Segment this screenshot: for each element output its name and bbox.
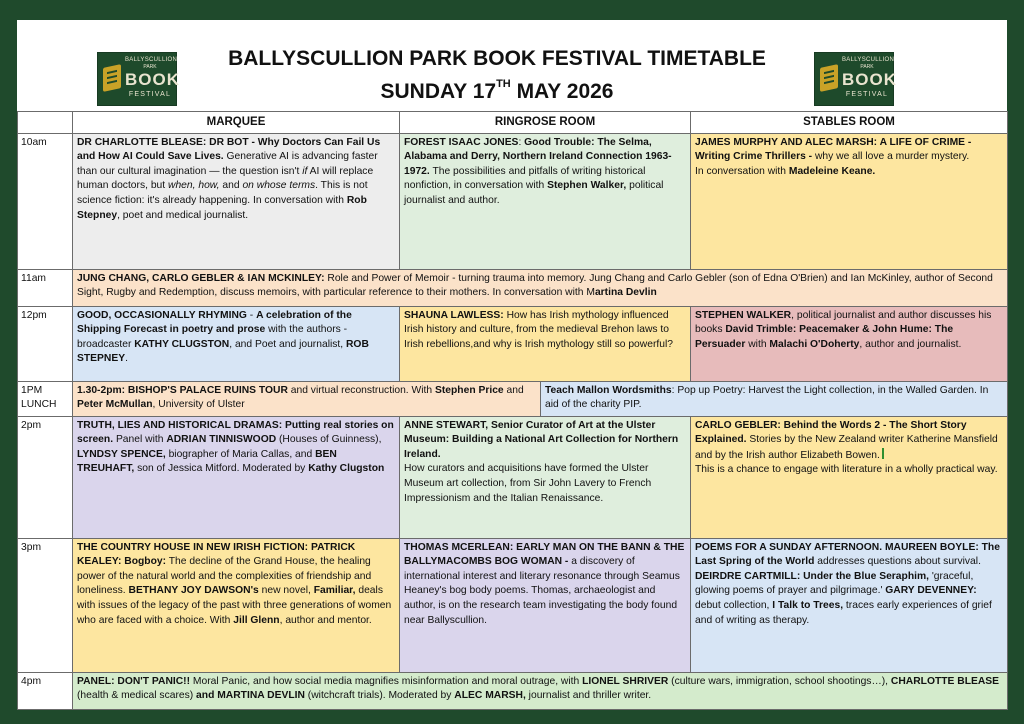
logo-text: FESTIVAL (128, 91, 172, 98)
logo-text: BOOK (125, 70, 180, 89)
timetable-sheet (17, 20, 1007, 705)
time-label: 12pm (18, 306, 73, 381)
festival-logo-left (97, 52, 180, 106)
session-cell: SHAUNA LAWLESS: How has Irish mythology influenced Irish history and culture, from the medieval Brehon laws to Irish rebellions,and why is Irish mythology still so powerful? (400, 306, 691, 381)
book-icon (820, 64, 838, 92)
time-label: 3pm (18, 538, 73, 672)
time-header (18, 112, 73, 134)
time-label: 1PM LUNCH (18, 381, 73, 416)
session-cell: CARLO GEBLER: Behind the Words 2 - The Short Story Explained. Stories by the New Zealand writer Katherine Mansfield and by the Irish author Elizabeth Bowen. This is a chance to engage with literature in a wholly practical way. (691, 416, 1008, 538)
marker-icon (882, 448, 884, 459)
column-header-ringrose: RINGROSE ROOM (400, 112, 691, 134)
session-cell: POEMS FOR A SUNDAY AFTERNOON. MAUREEN BOYLE: The Last Spring of the World addresses questions about survival. DEIRDRE CARTMILL: Under the Blue Seraphim, 'graceful, glowing poems of prayer and pilgrimage.' GARY DEVENNEY: debut collection, I Talk to Trees, traces early experiences of grief and of writing as therapy. (691, 538, 1008, 672)
logo-text: BOOK (842, 70, 897, 89)
header (17, 20, 1007, 110)
logo-text: PARK (860, 64, 874, 70)
time-label: 4pm (18, 672, 73, 709)
festival-logo-right (814, 52, 897, 106)
column-header-stables: STABLES ROOM (691, 112, 1008, 134)
time-label: 10am (18, 133, 73, 269)
logo-text: PARK (143, 64, 157, 70)
page-title: BALLYSCULLION PARK BOOK FESTIVAL TIMETABLE (228, 47, 766, 70)
column-header-marquee: MARQUEE (73, 112, 400, 134)
timetable (17, 111, 1008, 710)
session-cell: THOMAS MCERLEAN: EARLY MAN ON THE BANN & THE BALLYMACOMBS BOG WOMAN - a discovery of international interest and literary resonance through Seamus Heaney's bog body poems. Thomas, archaeologist and author, is on the research team investigating the body found near Ballyscullion. (400, 538, 691, 672)
book-icon (103, 64, 121, 92)
session-cell: Teach Mallon Wordsmiths: Pop up Poetry: Harvest the Light collection, in the Walled Garden. In aid of the charity PIP. (541, 381, 1008, 416)
session-cell: 1.30-2pm: BISHOP'S PALACE RUINS TOUR and virtual reconstruction. With Stephen Price and Peter McMullan, University of Ulster (73, 381, 541, 416)
session-cell: TRUTH, LIES AND HISTORICAL DRAMAS: Putting real stories on screen. Panel with ADRIAN TINNISWOOD (Houses of Guinness), LYNDSY SPENCE, biographer of Maria Callas, and BEN TREUHAFT, son of Jessica Mitford. Moderated by Kathy Clugston (73, 416, 400, 538)
time-label: 2pm (18, 416, 73, 538)
session-cell: GOOD, OCCASIONALLY RHYMING - A celebration of the Shipping Forecast in poetry and prose with the authors - broadcaster KATHY CLUGSTON, and Poet and journalist, ROB STEPNEY. (73, 306, 400, 381)
time-label: 11am (18, 269, 73, 306)
session-cell: JAMES MURPHY AND ALEC MARSH: A LIFE OF CRIME - Writing Crime Thrillers - why we all love a murder mystery. In conversation with Madeleine Keane. (691, 133, 1008, 269)
logo-text: BALLYSCULLION (125, 57, 178, 63)
session-cell: PANEL: DON'T PANIC!! Moral Panic, and how social media magnifies misinformation and moral outrage, with LIONEL SHRIVER (culture wars, immigration, school shootings…), CHARLOTTE BLEASE (health & medical scares) and MARTINA DEVLIN (witchcraft trials). Moderated by ALEC MARSH, journalist and thriller writer. (73, 672, 1008, 709)
session-cell: JUNG CHANG, CARLO GEBLER & IAN MCKINLEY: Role and Power of Memoir - turning trauma into memory. Jung Chang and Carlo Gebler (son of Edna O'Brien) and Ian McKinley, author of Second Sight, Rugby and Redemption, discuss memoirs, with particular reference to their mothers. In conversation with Martina Devlin (73, 269, 1008, 306)
session-cell: ANNE STEWART, Senior Curator of Art at the Ulster Museum: Building a National Art Collection for Northern Ireland. How curators and acquisitions have formed the Ulster Museum art collection, from Sir John Lavery to French Impressionism and the Italian Renaissance. (400, 416, 691, 538)
logo-text: FESTIVAL (845, 91, 889, 98)
logo-text: BALLYSCULLION (842, 57, 895, 63)
session-cell: THE COUNTRY HOUSE IN NEW IRISH FICTION: PATRICK KEALEY: Bogboy: The decline of the Grand House, the healing power of the natural world and the complexities of friendship and loneliness. BETHANY JOY DAWSON's new novel, Familiar, deals with issues of the legacy of the past with three generations of women who are faced with a choice. With Jill Glenn, author and mentor. (73, 538, 400, 672)
session-cell: DR CHARLOTTE BLEASE: DR BOT - Why Doctors Can Fail Us and How AI Could Save Lives. Generative AI is advancing faster than our cultural imagination — the question isn't if AI will replace human doctors, but when, how, and on whose terms. This is not science fiction: it's already happening. In conversation with Rob Stepney, poet and medical journalist. (73, 133, 400, 269)
page-subtitle: SUNDAY 17TH MAY 2026 (380, 78, 614, 103)
session-cell: STEPHEN WALKER, political journalist and author discusses his books David Trimble: Peacemaker & John Hume: The Persuader with Malachi O'Doherty, author and journalist. (691, 306, 1008, 381)
session-cell: FOREST ISAAC JONES: Good Trouble: The Selma, Alabama and Derry, Northern Ireland Connection 1963-1972. The possibilities and pitfalls of writing historical nonfiction, in conversation with Stephen Walker, political journalist and author. (400, 133, 691, 269)
